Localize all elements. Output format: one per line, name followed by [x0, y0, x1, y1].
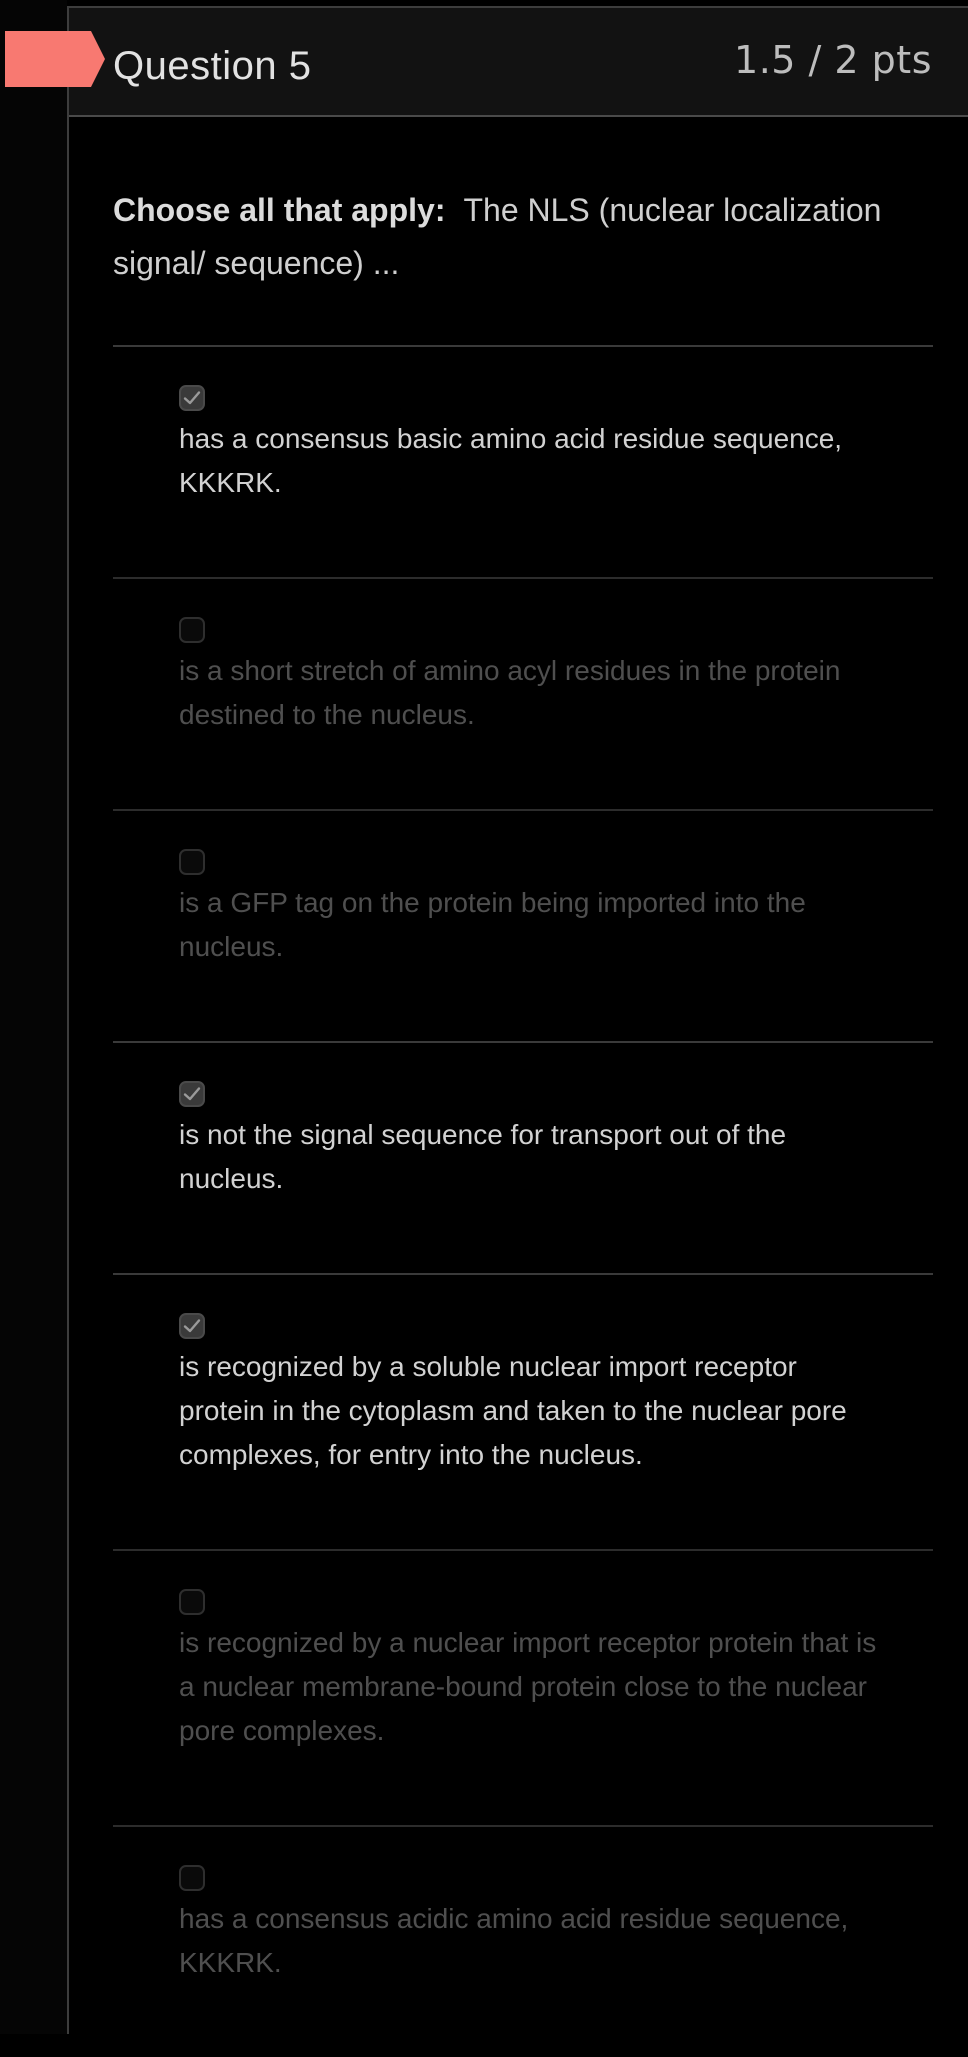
answer-text: is a short stretch of amino acyl residues in the protein destined to the nucleus.	[179, 655, 841, 730]
answer-text: has a consensus acidic amino acid residue sequence, KKKRK.	[179, 1903, 849, 1978]
answer-text: has a consensus basic amino acid residue sequence, KKKRK.	[179, 423, 843, 498]
checkbox-checked[interactable]	[179, 385, 205, 411]
answer-option[interactable]	[113, 345, 933, 577]
checkbox-checked[interactable]	[179, 1081, 205, 1107]
checkbox-checked[interactable]	[179, 1313, 205, 1339]
checkbox-unchecked[interactable]	[179, 1865, 205, 1891]
checkbox-unchecked[interactable]	[179, 1589, 205, 1615]
question-prompt-lead: Choose all that apply:	[113, 192, 446, 228]
checkmark-icon	[182, 1084, 202, 1104]
question-prompt-text: The NLS (nuclear localization signal/ sequence) ...	[113, 192, 882, 281]
question-title: Question 5	[113, 44, 312, 88]
answer-option[interactable]	[113, 1273, 933, 1549]
checkmark-icon	[182, 388, 202, 408]
question-card	[67, 6, 968, 2034]
answer-option[interactable]	[113, 1041, 933, 1273]
answer-text: is a GFP tag on the protein being imported into the nucleus.	[179, 887, 806, 962]
checkbox-unchecked[interactable]	[179, 617, 205, 643]
answer-text: is recognized by a soluble nuclear import receptor protein in the cytoplasm and taken to the nuclear pore complexes, for entry into the nucleus.	[179, 1351, 847, 1470]
left-gutter	[0, 0, 67, 2034]
question-prompt	[113, 184, 913, 290]
answer-list	[113, 345, 933, 2057]
checkbox-unchecked[interactable]	[179, 849, 205, 875]
question-header	[69, 8, 968, 117]
answer-option[interactable]	[113, 577, 933, 809]
answer-text: is recognized by a nuclear import receptor protein that is a nuclear membrane-bound protein close to the nuclear pore complexes.	[179, 1627, 877, 1746]
answer-option[interactable]	[113, 1825, 933, 2057]
answer-text: is not the signal sequence for transport out of the nucleus.	[179, 1119, 787, 1194]
partial-credit-flag-icon	[5, 31, 105, 87]
question-points: 1.5 / 2 pts	[734, 38, 932, 82]
checkmark-icon	[182, 1316, 202, 1336]
answer-option[interactable]	[113, 1549, 933, 1825]
answer-option[interactable]	[113, 809, 933, 1041]
